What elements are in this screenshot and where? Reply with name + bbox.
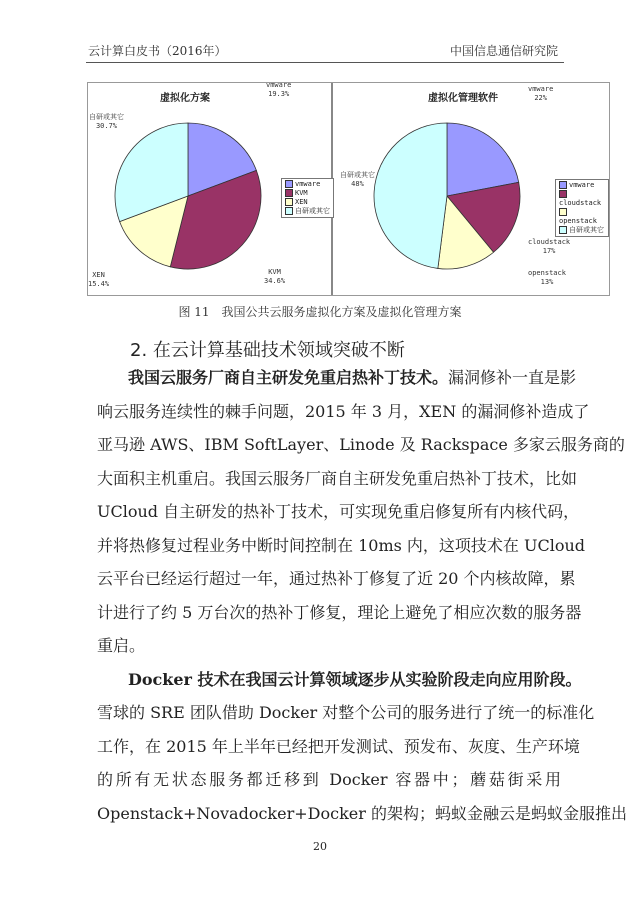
chart1-title: 虚拟化方案 bbox=[160, 93, 210, 104]
chart1-legend: vmware KVM XEN 自研或其它 bbox=[281, 178, 334, 218]
bold-lead: 我国云服务厂商自主研发免重启热补丁技术。 bbox=[128, 368, 449, 387]
text-line bbox=[97, 703, 595, 723]
text-line bbox=[97, 569, 576, 589]
chart2-legend: vmware cloudstack openstack 自研或其它 bbox=[555, 179, 609, 237]
line-text: 亚马逊 AWS、IBM SoftLayer、Linode 及 Rackspace 多家云服务商的 bbox=[97, 435, 625, 454]
text-line bbox=[97, 468, 578, 489]
line-text: 漏洞修补一直是影 bbox=[448, 368, 577, 387]
line-text: 工作，在 2015 年上半年已经把开发测试、预发布、灰度、生产环境 bbox=[97, 736, 580, 756]
text-line bbox=[97, 535, 586, 556]
header-org: 中国信息通信研究院 bbox=[449, 44, 558, 58]
pie-charts-svg bbox=[88, 83, 609, 295]
page-number: 20 bbox=[313, 840, 327, 853]
text-line bbox=[128, 368, 577, 388]
text-line bbox=[97, 636, 561, 656]
header-rule bbox=[86, 62, 564, 63]
line-text: 计进行了约 5 万台次的热补丁修复，理论上避免了相应次数的服务器 bbox=[97, 602, 582, 622]
text-line bbox=[97, 602, 582, 623]
line-text: Openstack+Novadocker+Docker 的架构；蚂蚁金融云是蚂蚁金服推出 bbox=[97, 803, 627, 823]
line-text: 云平台已经运行超过一年，通过热补丁修复了近 20 个内核故障，累 bbox=[97, 569, 576, 588]
text-line bbox=[97, 736, 580, 757]
text-line bbox=[97, 401, 590, 422]
line-text: 重启。 bbox=[97, 636, 146, 655]
text-line bbox=[97, 803, 627, 824]
chart2-label-cloudstack: cloudstack 17% bbox=[528, 238, 571, 255]
line-text: 的所有无状态服务都迁移到 Docker 容器中；蘑菇街采用 bbox=[97, 770, 561, 789]
text-line bbox=[128, 669, 582, 690]
chart1-label-xen: XEN 15.4% bbox=[88, 271, 110, 288]
header-doc-title: 云计算白皮书（2016年） bbox=[88, 44, 227, 58]
line-text: 并将热修复过程业务中断时间控制在 10ms 内，这项技术在 UCloud bbox=[97, 535, 586, 555]
text-line bbox=[97, 435, 625, 455]
chart2-label-vmware: vmware 22% bbox=[528, 85, 554, 102]
figure-charts bbox=[87, 82, 610, 296]
chart2-label-other: 自研或其它 48% bbox=[340, 171, 375, 188]
chart2-label-openstack: openstack 13% bbox=[528, 269, 566, 286]
section-heading: 2. 在云计算基础技术领域突破不断 bbox=[130, 340, 405, 361]
chart1-label-kvm: KVM 34.6% bbox=[264, 268, 286, 285]
chart2-title: 虚拟化管理软件 bbox=[428, 93, 498, 104]
figure-caption: 图 11 我国公共云服务虚拟化方案及虚拟化管理方案 bbox=[178, 305, 462, 319]
line-text: 响云服务连续性的棘手问题，2015 年 3 月，XEN 的漏洞修补造成了 bbox=[97, 401, 590, 421]
text-line bbox=[97, 770, 561, 790]
bold-lead: Docker 技术在我国云计算领域逐步从实验阶段走向应用阶段。 bbox=[128, 669, 582, 689]
chart1-label-other: 自研或其它 30.7% bbox=[89, 113, 124, 130]
line-text: 大面积主机重启。我国云服务厂商自主研发免重启热补丁技术，比如 bbox=[97, 468, 578, 488]
pie-slice-2-3 bbox=[374, 123, 447, 268]
line-text: UCloud 自主研发的热补丁技术，可实现免重启修复所有内核代码， bbox=[97, 502, 580, 521]
line-text: 雪球的 SRE 团队借助 Docker 对整个公司的服务进行了统一的标准化 bbox=[97, 703, 595, 722]
text-line bbox=[97, 502, 580, 522]
chart1-label-vmware: vmware 19.3% bbox=[266, 81, 292, 98]
